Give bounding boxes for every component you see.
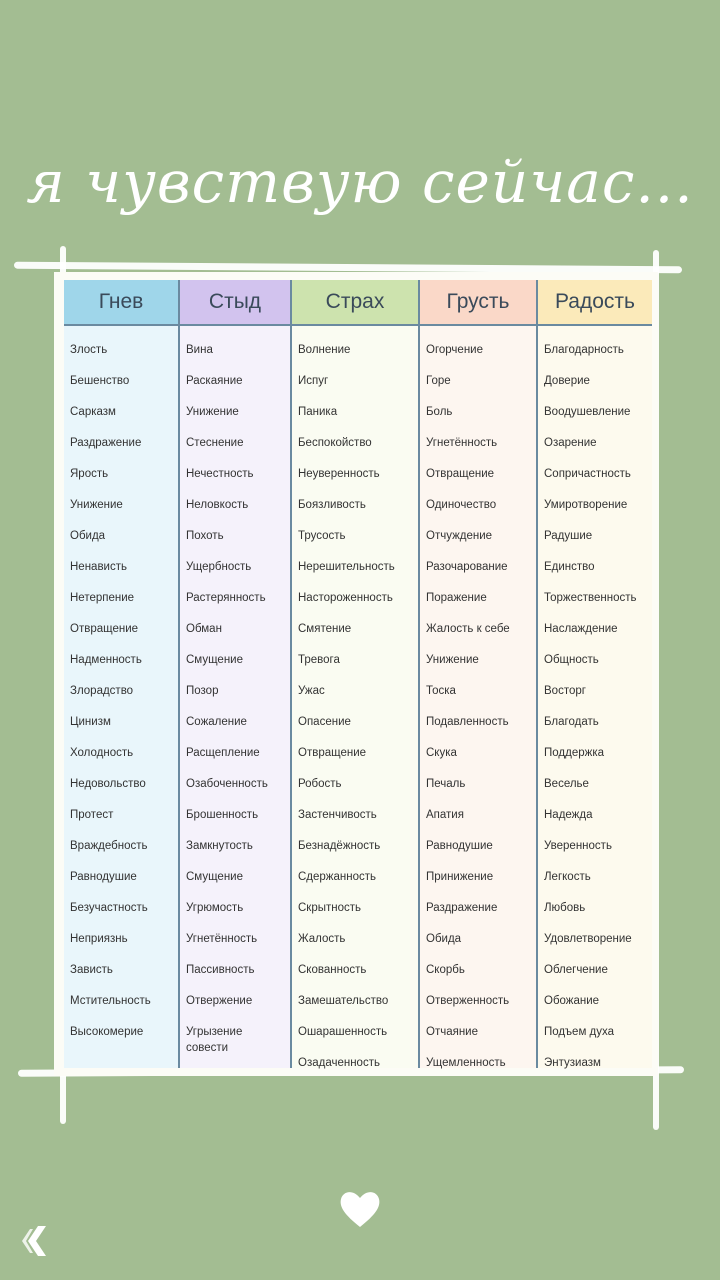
column-header: Радость — [538, 280, 652, 326]
emotion-item: Унижение — [186, 406, 239, 418]
column-4 — [420, 280, 536, 1068]
column-5 — [538, 280, 652, 1068]
emotion-item: Неприязнь — [70, 933, 128, 945]
emotion-item: Удовлетворение — [544, 933, 632, 945]
emotion-item: Тревога — [298, 654, 340, 666]
emotion-item: Энтузиазм — [544, 1057, 601, 1069]
heart-icon — [337, 1185, 383, 1231]
emotion-item: Ущербность — [186, 561, 252, 573]
emotion-item: Трусость — [298, 530, 346, 542]
page-title: я чувствую сейчас... — [26, 148, 694, 216]
emotion-item: Благодать — [544, 716, 599, 728]
emotion-item: Испуг — [298, 375, 329, 387]
emotion-item: Смятение — [298, 623, 352, 635]
emotion-item: Сопричастность — [544, 468, 631, 480]
emotion-item: Брошенность — [186, 809, 259, 821]
emotion-item: Протест — [70, 809, 114, 821]
emotion-item: Поражение — [426, 592, 487, 604]
emotion-item: Безнадёжность — [298, 840, 381, 852]
emotion-item: Безучастность — [70, 902, 148, 914]
emotion-item: Отвращение — [298, 747, 367, 759]
emotion-item: Унижение — [70, 499, 123, 511]
emotion-item: Паника — [298, 406, 338, 418]
emotion-item: Растерянность — [186, 592, 266, 604]
emotions-table — [54, 272, 658, 1076]
emotion-item: Отчуждение — [426, 530, 493, 542]
emotion-item: Унижение — [426, 654, 479, 666]
emotion-list — [292, 326, 418, 1080]
emotion-item: Бешенство — [70, 375, 130, 387]
column-header: Стыд — [180, 280, 290, 326]
emotion-item: Сожаление — [186, 716, 247, 728]
emotion-item: Смущение — [186, 871, 243, 883]
emotion-item: Неуверенность — [298, 468, 380, 480]
emotion-item: Замешательство — [298, 995, 389, 1007]
emotion-item: Боязливость — [298, 499, 366, 511]
emotion-item: Позор — [186, 685, 219, 697]
emotion-item: Настороженность — [298, 592, 393, 604]
emotion-item: Смущение — [186, 654, 243, 666]
column-header: Страх — [292, 280, 418, 326]
emotion-item: Ошарашенность — [298, 1026, 388, 1038]
emotion-item: Равнодушие — [70, 871, 137, 883]
emotion-list — [420, 326, 536, 1080]
emotion-item: Облегчение — [544, 964, 608, 976]
emotion-item: Радушие — [544, 530, 593, 542]
emotion-item: Обман — [186, 623, 222, 635]
emotion-item: Печаль — [426, 778, 466, 790]
emotion-item: Тоска — [426, 685, 456, 697]
emotion-item: Благодарность — [544, 344, 624, 356]
emotion-item: Разочарование — [426, 561, 508, 573]
column-header: Гнев — [64, 280, 178, 326]
emotion-list — [64, 326, 178, 1049]
emotion-item: Озабоченность — [186, 778, 268, 790]
emotion-item: Отверженность — [426, 995, 510, 1007]
app-logo-icon — [20, 1222, 52, 1260]
emotion-item: Отвержение — [186, 995, 253, 1007]
emotion-item: Озарение — [544, 437, 597, 449]
emotion-item: Холодность — [70, 747, 134, 759]
emotion-item: Робость — [298, 778, 342, 790]
emotion-item: Подъем духа — [544, 1026, 615, 1038]
emotion-item: Угрюмость — [186, 902, 244, 914]
emotion-item: Воодушевление — [544, 406, 631, 418]
emotion-item: Легкость — [544, 871, 591, 883]
emotion-item: Мстительность — [70, 995, 151, 1007]
emotion-item: Злорадство — [70, 685, 134, 697]
emotion-list — [538, 326, 652, 1080]
emotion-item: Единство — [544, 561, 595, 573]
emotion-item: Обожание — [544, 995, 600, 1007]
emotion-item: Нетерпение — [70, 592, 135, 604]
emotion-item: Равнодушие — [426, 840, 493, 852]
emotion-item: Озадаченность — [298, 1057, 380, 1069]
emotion-item: Надменность — [70, 654, 142, 666]
column-1 — [64, 280, 178, 1068]
emotion-item: Раздражение — [426, 902, 498, 914]
emotion-item: Подавленность — [426, 716, 509, 728]
emotion-item: Вина — [186, 344, 213, 356]
emotion-item: Принижение — [426, 871, 494, 883]
emotion-item: Жалость к себе — [426, 623, 510, 635]
emotion-item: Восторг — [544, 685, 586, 697]
emotion-item: Враждебность — [70, 840, 148, 852]
emotion-item: Общность — [544, 654, 599, 666]
emotion-item: Обида — [70, 530, 106, 542]
emotion-item: Волнение — [298, 344, 351, 356]
column-3 — [292, 280, 418, 1068]
emotion-item: Горе — [426, 375, 451, 387]
emotion-item: Нерешительность — [298, 561, 395, 573]
emotion-item: Отчаяние — [426, 1026, 478, 1038]
emotion-item: Ужас — [298, 685, 325, 697]
emotion-item: Пассивность — [186, 964, 255, 976]
emotion-item: Обида — [426, 933, 462, 945]
emotion-item: Угнетённость — [186, 933, 258, 945]
emotion-item: Зависть — [70, 964, 113, 976]
emotion-item: Недовольство — [70, 778, 146, 790]
emotion-item: Торжественность — [544, 592, 637, 604]
emotion-item: Опасение — [298, 716, 351, 728]
emotion-item: Апатия — [426, 809, 464, 821]
emotion-item: Цинизм — [70, 716, 111, 728]
emotion-item: Отвращение — [70, 623, 139, 635]
emotion-item: Огорчение — [426, 344, 483, 356]
emotion-item: Поддержка — [544, 747, 604, 759]
emotion-item: Скованность — [298, 964, 367, 976]
emotion-item: Одиночество — [426, 499, 497, 511]
emotion-item: Похоть — [186, 530, 224, 542]
emotion-item: Раскаяние — [186, 375, 243, 387]
emotion-item: Стеснение — [186, 437, 244, 449]
emotion-item: Угрызение совести — [186, 1026, 243, 1054]
emotion-item: Отвращение — [426, 468, 495, 480]
emotion-item: Ярость — [70, 468, 109, 480]
emotion-item: Скрытность — [298, 902, 362, 914]
emotion-item: Боль — [426, 406, 453, 418]
emotion-item: Ущемленность — [426, 1057, 506, 1069]
emotion-list — [180, 326, 290, 1056]
emotion-item: Жалость — [298, 933, 346, 945]
emotion-item: Умиротворение — [544, 499, 628, 511]
emotion-item: Скорбь — [426, 964, 465, 976]
emotion-item: Доверие — [544, 375, 590, 387]
emotion-item: Злость — [70, 344, 108, 356]
emotion-item: Неловкость — [186, 499, 249, 511]
emotion-item: Раздражение — [70, 437, 142, 449]
emotion-item: Уверенность — [544, 840, 612, 852]
emotion-item: Веселье — [544, 778, 589, 790]
emotion-item: Любовь — [544, 902, 586, 914]
emotion-item: Наслаждение — [544, 623, 618, 635]
column-header: Грусть — [420, 280, 536, 326]
emotion-item: Сарказм — [70, 406, 116, 418]
emotion-item: Замкнутость — [186, 840, 253, 852]
emotion-item: Ненависть — [70, 561, 127, 573]
emotion-item: Скука — [426, 747, 457, 759]
emotion-item: Высокомерие — [70, 1026, 144, 1038]
emotion-item: Надежда — [544, 809, 593, 821]
emotion-item: Расщепление — [186, 747, 260, 759]
emotion-item: Сдержанность — [298, 871, 377, 883]
emotion-item: Угнетённость — [426, 437, 498, 449]
emotion-item: Застенчивость — [298, 809, 377, 821]
column-2 — [180, 280, 290, 1068]
emotion-item: Нечестность — [186, 468, 254, 480]
emotion-item: Беспокойство — [298, 437, 372, 449]
